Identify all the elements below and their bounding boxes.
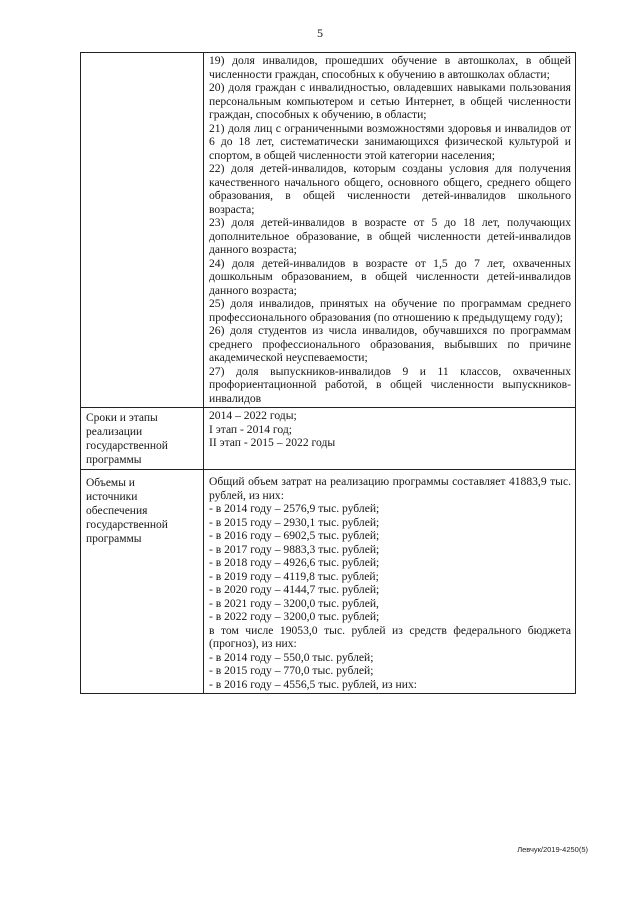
funding-item: - в 2016 году – 4556,5 тыс. рублей, из них:	[209, 677, 417, 691]
table-row-indicators	[81, 53, 576, 408]
table-row-timeline	[81, 408, 576, 470]
funding-item: - в 2014 году – 2576,9 тыс. рублей;	[209, 502, 380, 515]
funding-item: - в 2021 году – 3200,0 тыс. рублей,	[209, 596, 379, 610]
funding-item: Общий объем затрат на реализацию программы составляет 41883,9 тыс. рублей, из них:	[209, 475, 571, 502]
table-row-funding	[81, 470, 576, 694]
funding-item: - в 2014 году – 550,0 тыс. рублей;	[209, 650, 374, 664]
indicator-item: 19) доля инвалидов, прошедших обучение в автошколах, в общей численности граждан, способных к обучению в автошколах области;	[209, 54, 571, 81]
timeline-item: 2014 – 2022 годы;	[209, 409, 297, 422]
page-number: 5	[317, 26, 323, 40]
indicator-item: 20) доля граждан с инвалидностью, овладевших навыками пользования персональным компьютером и сетью Интернет, в общей численности граждан, способных к обучению, в области;	[209, 81, 571, 121]
indicator-item: 25) доля инвалидов, принятых на обучение по программам среднего профессионального образования (по отношению к предыдущему году);	[209, 297, 571, 324]
row-label-empty	[81, 53, 204, 408]
funding-label	[81, 470, 204, 694]
funding-item: - в 2018 году – 4926,6 тыс. рублей;	[209, 556, 380, 569]
funding-item: - в 2016 году – 6902,5 тыс. рублей;	[209, 529, 380, 542]
funding-item: - в 2015 году – 770,0 тыс. рублей;	[209, 664, 374, 677]
document-footer-id: Левчук/2019-4250(5)	[517, 845, 588, 854]
funding-item: - в 2015 году – 2930,1 тыс. рублей;	[209, 515, 380, 529]
indicator-item: 27) доля выпускников-инвалидов 9 и 11 классов, охваченных профориентационной работой, в общей численности выпускников-инвалидов	[209, 364, 571, 405]
funding-item: - в 2017 году – 9883,3 тыс. рублей;	[209, 542, 380, 556]
indicator-item: 26) доля студентов из числа инвалидов, обучавшихся по программам среднего профессионального образования, выбывших по причине академической неуспеваемости;	[209, 324, 571, 364]
indicators-list	[204, 53, 576, 408]
timeline-item: II этап - 2015 – 2022 годы	[209, 436, 336, 449]
funding-item: - в 2022 году – 3200,0 тыс. рублей;	[209, 610, 380, 623]
timeline-label-text: Сроки и этапы реализации государственной программы	[86, 412, 168, 466]
indicator-item: 21) доля лиц с ограниченными возможностями здоровья и инвалидов от 6 до 18 лет, систематически занимающихся физической культурой и спортом, в общей численности этой категории населения;	[209, 121, 571, 162]
indicator-item: 23) доля детей-инвалидов в возрасте от 5 до 18 лет, получающих дополнительное образование, в общей численности детей-инвалидов данного возраста;	[209, 216, 571, 256]
indicator-item: 24) доля детей-инвалидов в возрасте от 1,5 до 7 лет, охваченных дошкольным образованием, в общей численности детей-инвалидов данного возраста;	[209, 256, 571, 297]
timeline-label	[81, 408, 204, 470]
indicator-item: 22) доля детей-инвалидов, которым созданы условия для получения качественного начального общего, основного общего, среднего общего образования, в общей численности детей-инвалидов школьного возраста;	[209, 162, 571, 216]
funding-label-text: Объемы и источники обеспечения государственной программы	[86, 477, 168, 545]
funding-item: в том числе 19053,0 тыс. рублей из средств федерального бюджета (прогноз), из них:	[209, 623, 571, 650]
timeline-item: I этап - 2014 год;	[209, 422, 292, 436]
funding-content	[204, 470, 576, 694]
program-passport-table	[80, 52, 576, 694]
funding-item: - в 2019 году – 4119,8 тыс. рублей;	[209, 569, 379, 583]
funding-item: - в 2020 году – 4144,7 тыс. рублей;	[209, 583, 380, 596]
timeline-content	[204, 408, 576, 470]
